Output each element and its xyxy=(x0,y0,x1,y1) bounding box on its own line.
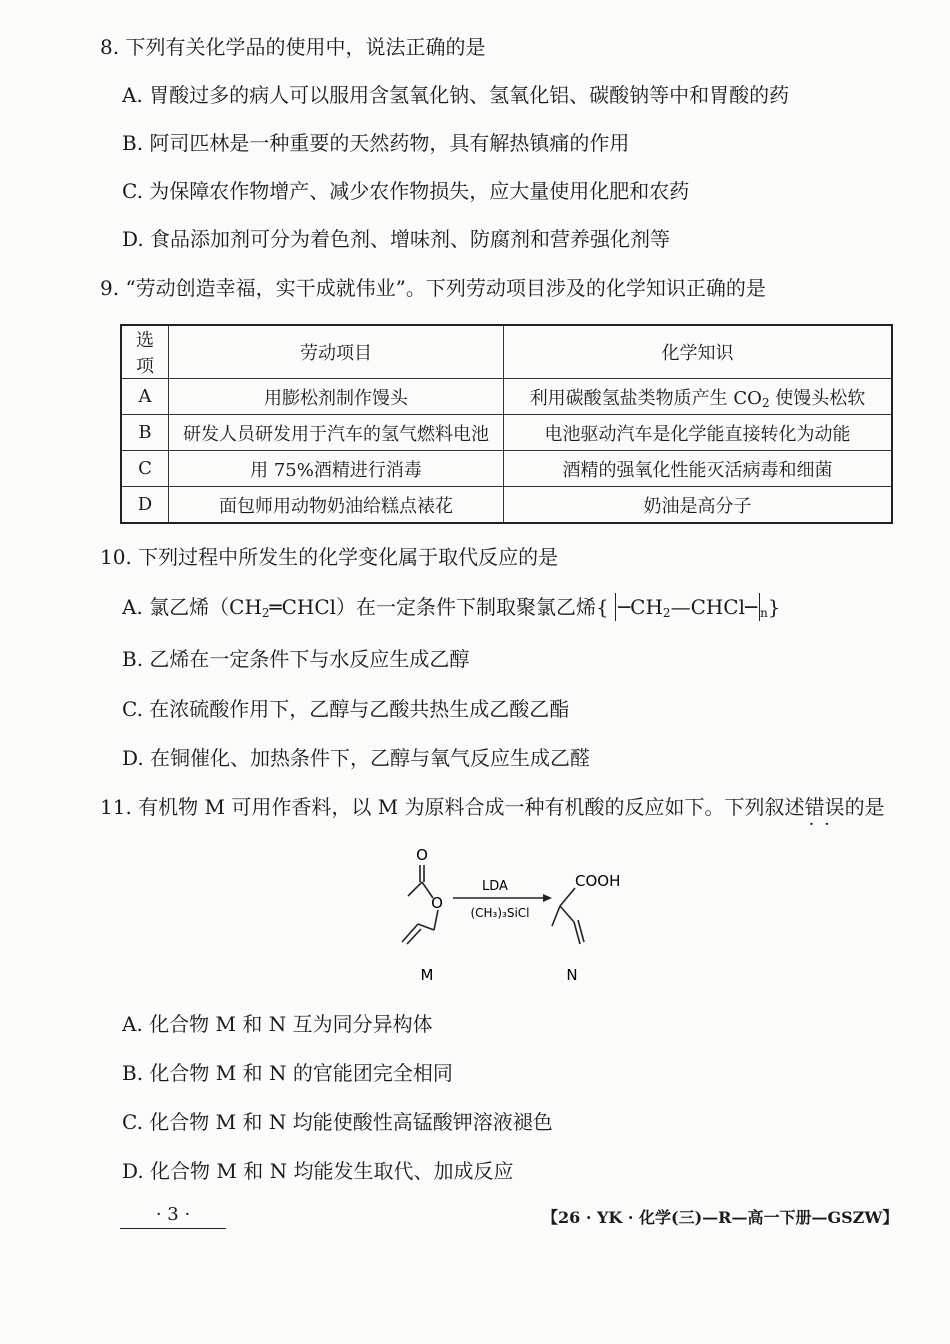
q10-option-d: D. 在铜催化、加热条件下，乙醇与氧气反应生成乙醛 xyxy=(122,746,591,770)
q8-option-c: C. 为保障农作物增产、减少农作物损失，应大量使用化肥和农药 xyxy=(122,179,690,203)
table-row xyxy=(121,451,892,487)
compound-n-label: N xyxy=(566,966,578,984)
reaction-scheme xyxy=(380,840,640,990)
row-project: 用 75%酒精进行消毒 xyxy=(169,451,504,487)
reagent-lda: LDA xyxy=(482,879,508,894)
q8-option-d: D. 食品添加剂可分为着色剂、增味剂、防腐剂和营养强化剂等 xyxy=(122,227,671,251)
q8-option-a: A. 胃酸过多的病人可以服用含氢氧化钠、氢氧化铝、碳酸钠等中和胃酸的药 xyxy=(122,83,790,107)
q11-stem: 11. 有机物 M 可用作香料，以 M 为原料合成一种有机酸的反应如下。下列叙述错误 · ·的是 xyxy=(100,793,885,821)
exam-code: 【26 · YK · 化学(三)—R—高一下册—GSZW】 xyxy=(542,1208,899,1227)
m-ester-oxygen: O xyxy=(431,894,443,912)
page-number: · 3 · xyxy=(120,1204,226,1229)
q11-option-a: A. 化合物 M 和 N 互为同分异构体 xyxy=(122,1012,433,1036)
polymer-bracket-left: ─ xyxy=(615,593,630,621)
q10-option-c: C. 在浓硫酸作用下，乙醇与乙酸共热生成乙酸乙酯 xyxy=(122,697,570,721)
m-carbonyl-oxygen: O xyxy=(416,846,428,864)
row-option: C xyxy=(121,451,169,487)
row-option: B xyxy=(121,415,169,451)
q8-option-b: B. 阿司匹林是一种重要的天然药物，具有解热镇痛的作用 xyxy=(122,131,630,155)
q9-stem: 9. “劳动创造幸福，实干成就伟业”。下列劳动项目涉及的化学知识正确的是 xyxy=(100,276,766,300)
header-project: 劳动项目 xyxy=(169,325,504,379)
q10-stem: 10. 下列过程中所发生的化学变化属于取代反应的是 xyxy=(100,545,559,569)
q10-option-b: B. 乙烯在一定条件下与水反应生成乙醇 xyxy=(122,647,470,671)
row-knowledge: 奶油是高分子 xyxy=(504,487,893,524)
q11-option-d: D. 化合物 M 和 N 均能发生取代、加成反应 xyxy=(122,1159,514,1183)
row-knowledge: 酒精的强氧化性能灭活病毒和细菌 xyxy=(504,451,893,487)
n-carboxyl-group: COOH xyxy=(575,872,621,890)
q11-option-c: C. 化合物 M 和 N 均能使酸性高锰酸钾溶液褪色 xyxy=(122,1110,553,1134)
row-project: 面包师用动物奶油给糕点裱花 xyxy=(169,487,504,524)
row-project: 用膨松剂制作馒头 xyxy=(169,379,504,415)
table-row xyxy=(121,487,892,524)
reagent-tmscl: (CH₃)₃SiCl xyxy=(470,906,530,920)
row-project: 研发人员研发用于汽车的氢气燃料电池 xyxy=(169,415,504,451)
polymer-bracket-right: ─ xyxy=(745,593,760,621)
table-row xyxy=(121,379,892,415)
row-option: A xyxy=(121,379,169,415)
reaction-arrow xyxy=(453,894,552,902)
header-knowledge: 化学知识 xyxy=(504,325,893,379)
q8-stem: 8. 下列有关化学品的使用中，说法正确的是 xyxy=(100,35,486,59)
row-knowledge: 利用碳酸氢盐类物质产生 $CO_2$ 使馒头松软 xyxy=(504,379,893,415)
compound-m-label: M xyxy=(420,966,434,984)
compound-n-structure xyxy=(552,888,584,944)
table-header-row xyxy=(121,325,892,379)
q11-option-b: B. 化合物 M 和 N 的官能团完全相同 xyxy=(122,1061,453,1085)
emphasis-marked-text: 错误 · · xyxy=(805,795,845,819)
row-option: D xyxy=(121,487,169,524)
q9-table xyxy=(120,324,893,524)
q10-option-a: A. 氯乙烯$(CH_2═CHCl)$在一定条件下制取聚氯乙烯{ $─CH_2—CHCl─$ $_n$} xyxy=(122,595,781,620)
header-option: 选项 xyxy=(121,325,169,379)
row-knowledge: 电池驱动汽车是化学能直接转化为动能 xyxy=(504,415,893,451)
table-row xyxy=(121,415,892,451)
